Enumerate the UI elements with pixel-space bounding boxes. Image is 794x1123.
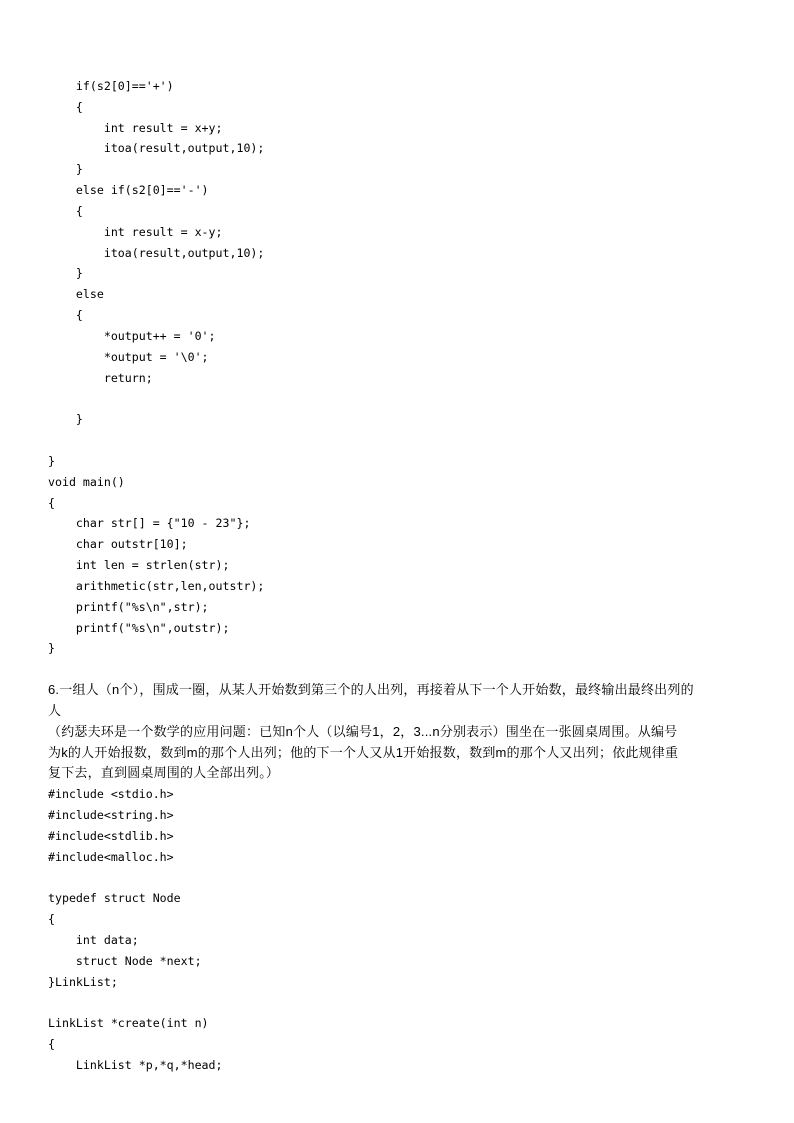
document-body bbox=[48, 76, 748, 1076]
code-line bbox=[48, 867, 748, 888]
code-line: LinkList *create(int n) bbox=[48, 1016, 209, 1031]
code-line: void main() bbox=[48, 474, 125, 489]
code-line: } bbox=[48, 266, 83, 281]
code-line: *output = '\0'; bbox=[48, 349, 209, 364]
paragraph-line: 为k的人开始报数，数到m的那个人出列；他的下一个人又从1开始报数，数到m的那个人又出列；依此规律重 bbox=[48, 744, 679, 760]
code-line: itoa(result,output,10); bbox=[48, 245, 265, 260]
paragraph-line: 6.一组人（n个），围成一圈，从某人开始数到第三个的人出列，再接着从下一个人开始数，最终输出最终出列的 bbox=[48, 682, 694, 698]
code-line bbox=[48, 659, 748, 680]
code-line: { bbox=[48, 99, 83, 114]
code-line: #include <stdio.h> bbox=[48, 787, 174, 802]
paragraph-line: （约瑟夫环是一个数学的应用问题：已知n个人（以编号1，2，3...n分别表示）围坐在一张圆桌周围。从编号 bbox=[48, 723, 678, 739]
paragraph-line: 复下去，直到圆桌周围的人全部出列。） bbox=[48, 765, 280, 781]
code-line: struct Node *next; bbox=[48, 953, 202, 968]
code-line: { bbox=[48, 203, 83, 218]
code-line: } bbox=[48, 453, 55, 468]
code-line: { bbox=[48, 495, 55, 510]
code-line: int data; bbox=[48, 932, 139, 947]
code-line bbox=[48, 388, 748, 409]
paragraph-line: 人 bbox=[48, 702, 62, 718]
code-line: #include<stdlib.h> bbox=[48, 828, 174, 843]
code-line: arithmetic(str,len,outstr); bbox=[48, 578, 265, 593]
code-line: #include<malloc.h> bbox=[48, 849, 174, 864]
code-line: }LinkList; bbox=[48, 974, 118, 989]
code-line: } bbox=[48, 412, 83, 427]
code-line: } bbox=[48, 641, 55, 656]
code-line: char outstr[10]; bbox=[48, 537, 188, 552]
code-line: LinkList *p,*q,*head; bbox=[48, 1057, 223, 1072]
code-line: if(s2[0]=='+') bbox=[48, 79, 174, 93]
code-line: printf("%s\n",outstr); bbox=[48, 620, 230, 635]
code-line: int len = strlen(str); bbox=[48, 558, 230, 573]
code-line: else bbox=[48, 287, 104, 302]
code-line bbox=[48, 430, 748, 451]
code-line: int result = x+y; bbox=[48, 120, 223, 135]
code-line: } bbox=[48, 162, 83, 177]
code-line: char str[] = {"10 - 23"}; bbox=[48, 516, 251, 531]
code-line: int result = x-y; bbox=[48, 224, 223, 239]
code-line: { bbox=[48, 1037, 55, 1052]
code-line: { bbox=[48, 912, 55, 927]
code-line: typedef struct Node bbox=[48, 891, 181, 906]
code-line: { bbox=[48, 308, 83, 323]
code-line: #include<string.h> bbox=[48, 807, 174, 822]
code-line: else if(s2[0]=='-') bbox=[48, 183, 209, 198]
code-line: itoa(result,output,10); bbox=[48, 141, 265, 156]
code-line: *output++ = '0'; bbox=[48, 328, 216, 343]
code-line: printf("%s\n",str); bbox=[48, 599, 209, 614]
code-line: return; bbox=[48, 370, 153, 385]
code-line bbox=[48, 992, 748, 1013]
